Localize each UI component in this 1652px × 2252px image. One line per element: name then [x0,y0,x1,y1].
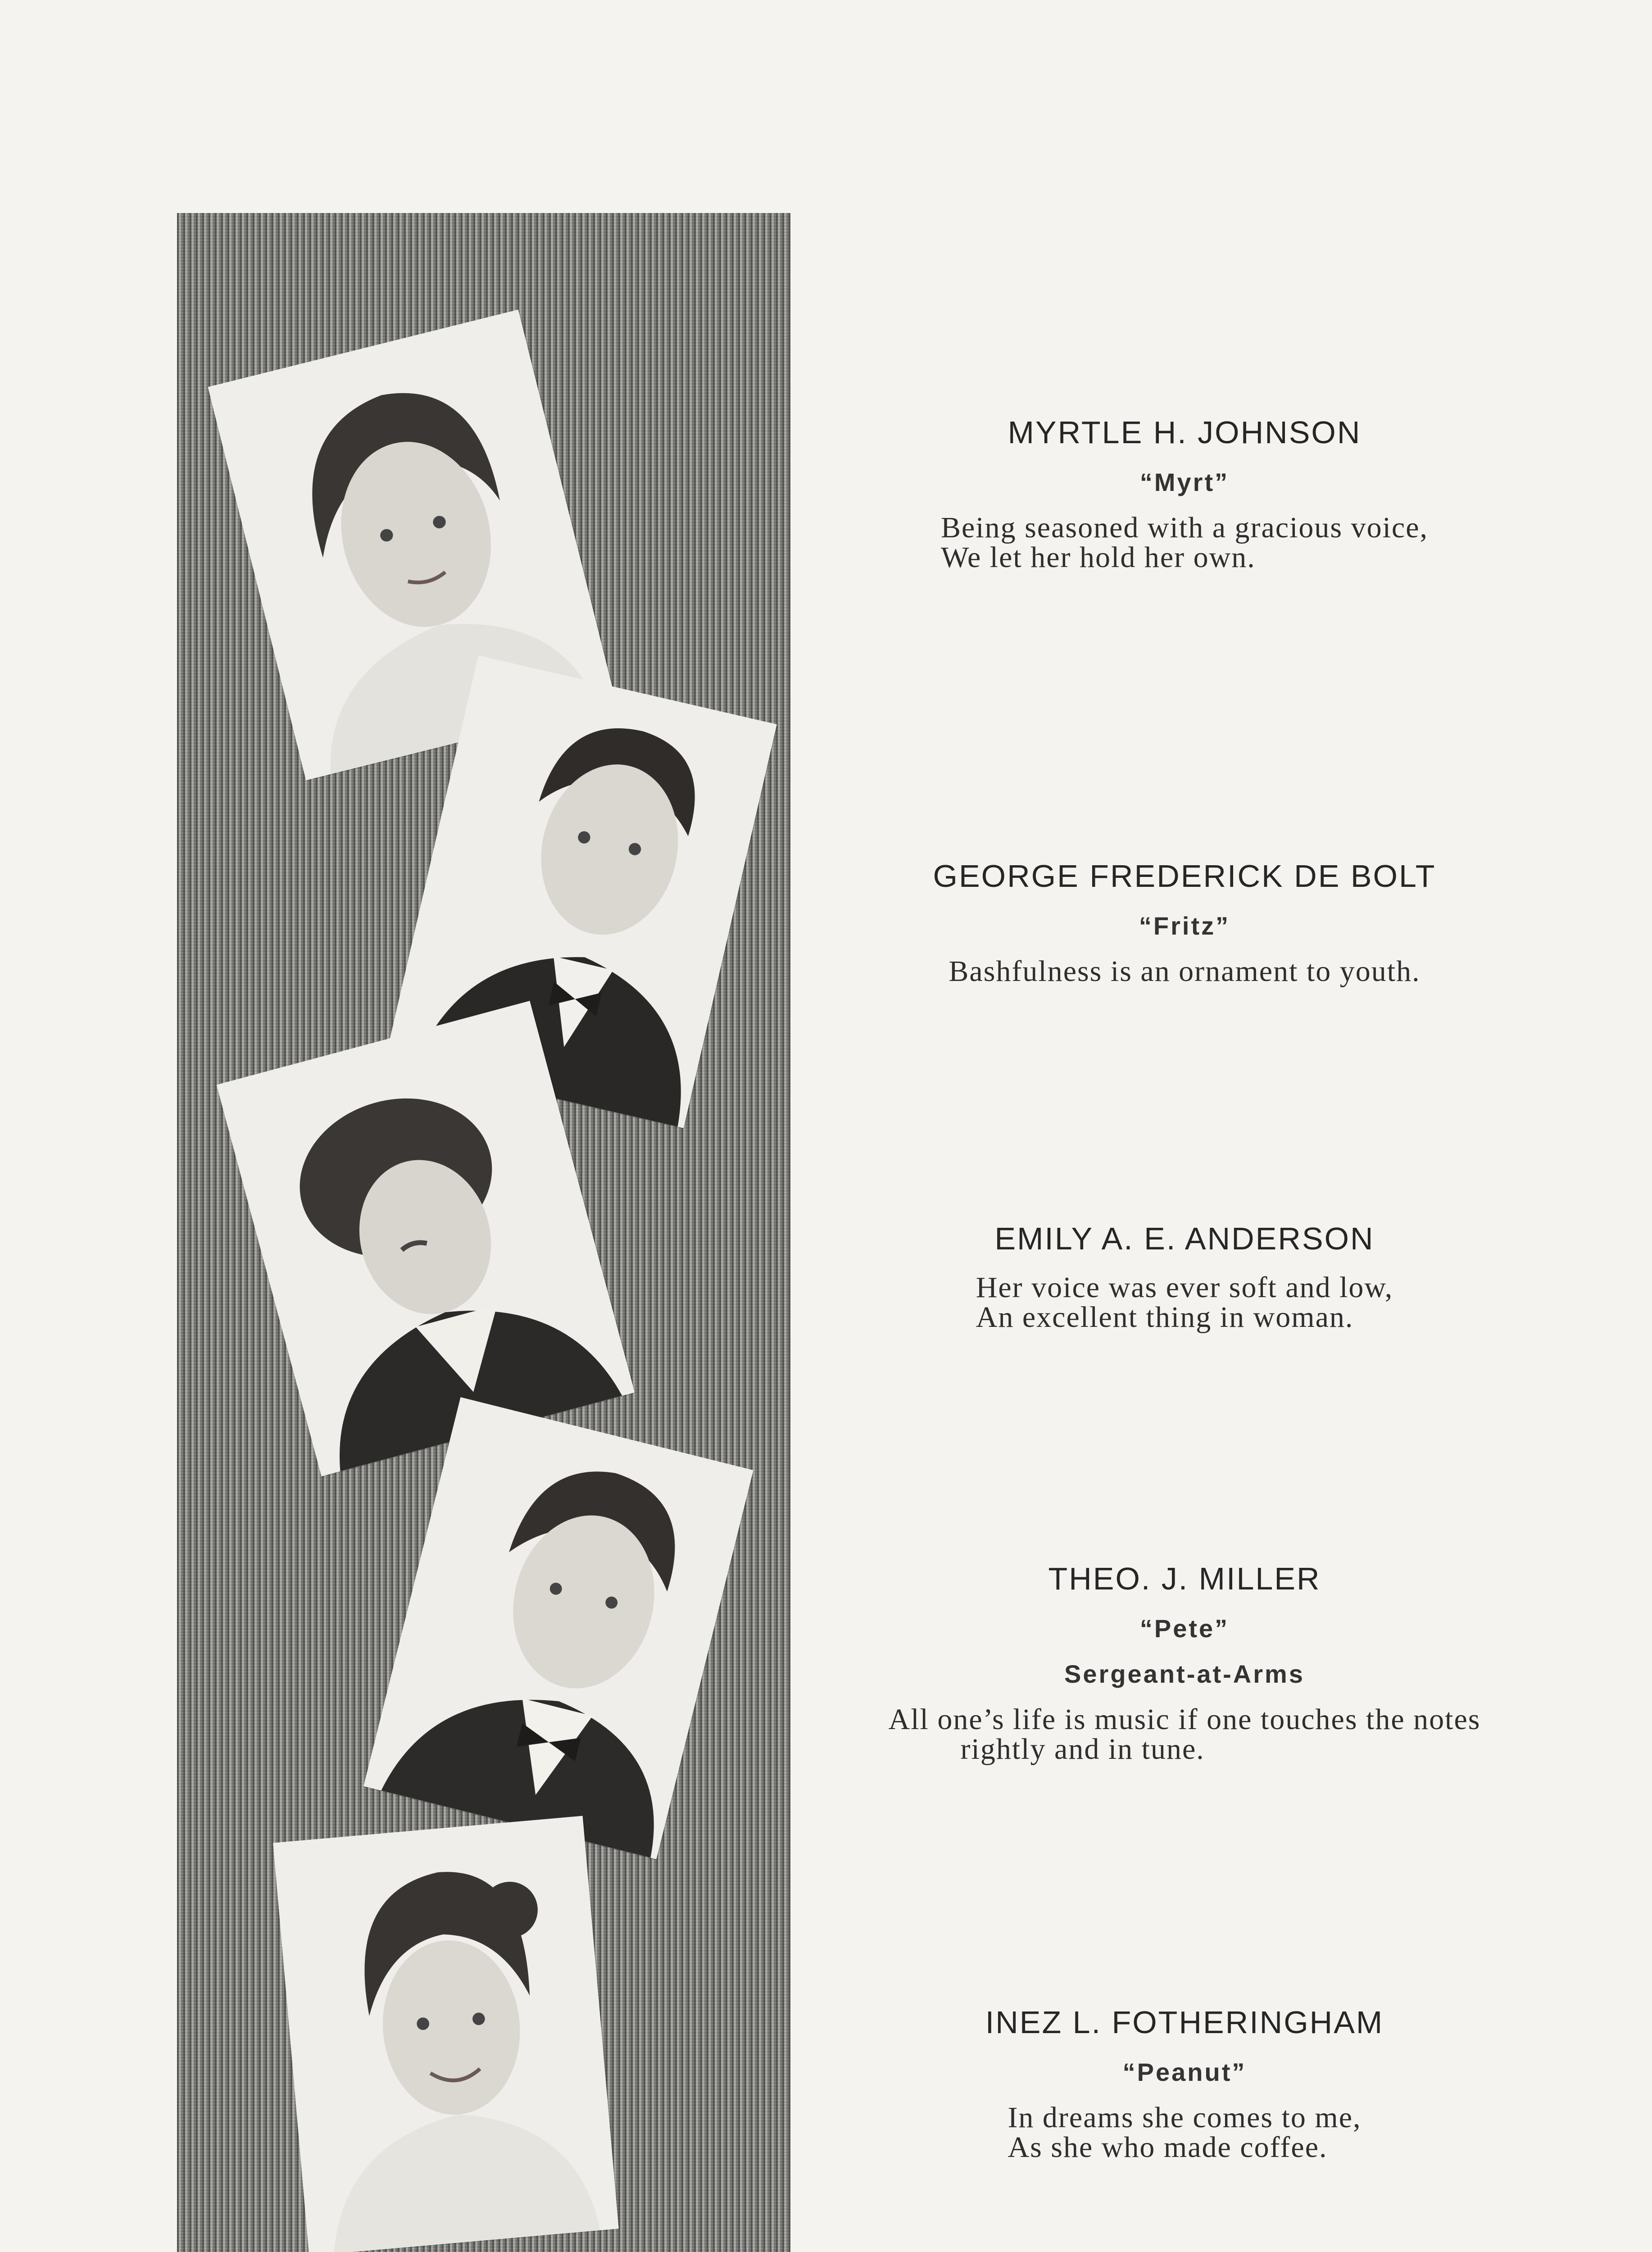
entry-myrtle-johnson [811,414,1558,572]
student-name: GEORGE FREDERICK DE BOLT [933,858,1436,894]
quote-line: All one’s life is music if one touches the notes [888,1703,1481,1736]
student-nickname: “Pete” [1139,1614,1230,1643]
quote-line: An excellent thing in woman. [976,1301,1354,1334]
student-quote [889,1705,1481,1764]
quote-line: Bashfulness is an ornament to youth. [949,955,1421,988]
student-quote [1008,2103,1361,2162]
entry-emily-anderson [811,1221,1558,1332]
student-quote [949,957,1420,986]
entry-theo-miller [811,1561,1558,1764]
student-name: EMILY A. E. ANDERSON [994,1221,1375,1256]
entry-george-de-bolt [811,858,1558,986]
quote-line: rightly and in tune. [960,1733,1205,1766]
student-name: INEZ L. FOTHERINGHAM [985,2005,1384,2040]
student-name: MYRTLE H. JOHNSON [1008,415,1362,450]
student-nickname: “Peanut” [1122,2058,1247,2086]
student-name: THEO. J. MILLER [1048,1561,1321,1596]
portrait-photo-woman [273,1816,619,2252]
quote-line: Her voice was ever soft and low, [976,1271,1393,1304]
student-nickname: “Myrt” [1139,468,1230,496]
quote-line: We let her hold her own. [940,541,1256,574]
quote-line: In dreams she comes to me, [1008,2101,1362,2134]
entry-inez-fotheringham [811,2004,1558,2162]
student-quote [941,513,1428,572]
student-nickname: “Fritz” [1139,912,1230,940]
student-quote [976,1273,1393,1332]
student-office: Sergeant-at-Arms [1064,1660,1305,1688]
quote-line: As she who made coffee. [1008,2131,1328,2164]
quote-line: Being seasoned with a gracious voice, [940,511,1429,544]
